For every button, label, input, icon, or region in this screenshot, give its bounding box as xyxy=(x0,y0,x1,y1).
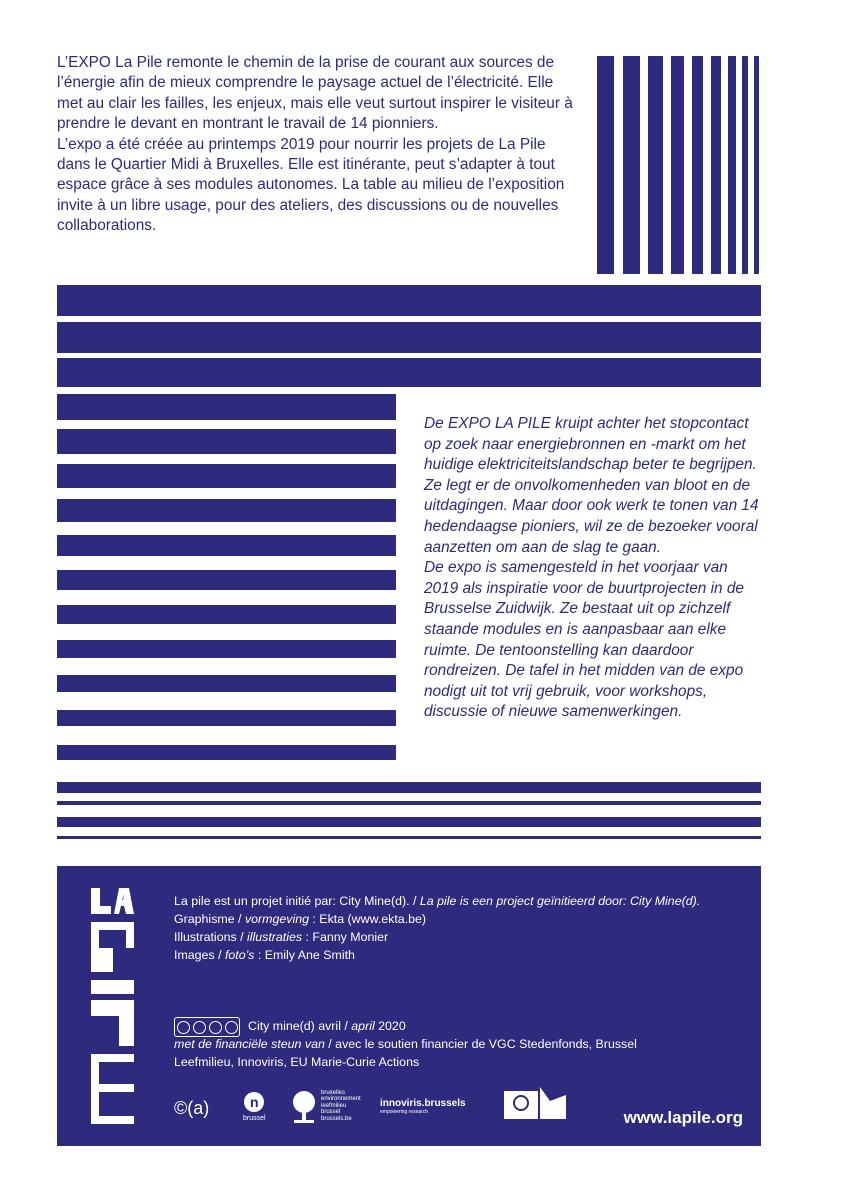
horizontal-stripe xyxy=(57,817,761,827)
horizontal-stripe xyxy=(57,675,396,692)
french-text xyxy=(57,53,579,237)
vertical-stripe xyxy=(648,56,663,274)
ca-logo-icon: ©(a) xyxy=(174,1098,210,1118)
horizontal-stripe xyxy=(57,358,761,387)
dutch-paragraph-1: De EXPO LA PILE kruipt achter het stopcontact op zoek naar energiebronnen en -markt om het huidige elektriciteitslandschap beter te begrijpen. Ze legt er de onvolkomenheden van bloot en de uitdagingen. Maar door ook werk te tonen van 14 hedendaagse pioniers, wil ze de bezoeker vooral aanzetten om aan de slag te gaan. xyxy=(424,415,759,556)
french-paragraph-2: L’expo a été créée au printemps 2019 pour nourrir les projets de La Pile dans le Quartier Midi à Bruxelles. Elle est itinérante, peut s’adapter à tout espace grâce à ses modules autonomes. La table au milieu de l’exposition invite à un libre usage, pour des ateliers, des discussions ou de nouvelles collaborations. xyxy=(57,135,565,235)
innoviris-logo-icon: innoviris.brussels empowering research xyxy=(380,1098,466,1115)
dutch-paragraph-2: De expo is samengesteld in het voorjaar van 2019 als inspiratie voor de buurtprojecten in de Brusselse Zuidwijk. Ze bestaat uit op zichzelf staande modules en is aanpasbaar aan elke ruimte. De tentoonstelling kan daardoor rondreizen. De tafel in het midden van de expo nodigt uit tot vrij gebruik, voor workshops, discussie of nieuwe samenwerkingen. xyxy=(424,559,744,721)
funding-line: met de financiële steun van / avec le soutien financier de VGC Stedenfonds, Brussel xyxy=(174,1037,637,1051)
vertical-stripe xyxy=(728,56,736,274)
vertical-stripe xyxy=(711,56,721,274)
horizontal-stripe xyxy=(57,570,396,590)
license-and-funding xyxy=(174,1017,637,1071)
footer xyxy=(57,866,761,1146)
horizontal-stripe xyxy=(57,605,396,624)
vertical-stripe xyxy=(597,56,614,274)
horizontal-stripe xyxy=(57,429,396,454)
horizontal-stripe xyxy=(57,801,761,805)
credits xyxy=(174,892,700,964)
horizontal-stripe xyxy=(57,745,396,760)
credit-images: Images / foto’s : Emily Ane Smith xyxy=(174,948,355,962)
dutch-text xyxy=(424,414,764,723)
funding-line-2: Leefmilieu, Innoviris, EU Marie-Curie Actions xyxy=(174,1055,420,1069)
horizontal-stripe xyxy=(57,782,761,793)
horizontal-stripe xyxy=(57,710,396,726)
credit-graphics: Graphisme / vormgeving : Ekta (www.ekta.be) xyxy=(174,912,427,926)
n-brussel-logo-icon: n brussel xyxy=(243,1094,266,1122)
horizontal-stripe xyxy=(57,836,761,839)
credit-illustrations: Illustrations / illustraties : Fanny Monier xyxy=(174,930,389,944)
horizontal-stripe xyxy=(57,322,761,353)
la-pile-logo xyxy=(87,886,137,1126)
vertical-stripe xyxy=(692,56,703,274)
license-line: City mine(d) avril / april 2020 xyxy=(248,1019,406,1033)
horizontal-stripe xyxy=(57,464,396,488)
french-paragraph-1: L’EXPO La Pile remonte le chemin de la prise de courant aux sources de l’énergie afin de mieux comprendre le paysage actuel de l’électricité. Elle met au clair les failles, les enjeux, mais elle veut surtout inspirer le visiteur à prendre le devant en montrant le travail de 14 pionniers. xyxy=(57,54,573,133)
website-link[interactable]: www.lapile.org xyxy=(623,1108,743,1127)
horizontal-stripe xyxy=(57,394,396,420)
horizontal-stripe xyxy=(57,535,396,556)
vertical-stripe xyxy=(754,56,759,274)
horizontal-stripe xyxy=(57,499,396,522)
horizontal-stripe xyxy=(57,285,761,316)
eu-marie-curie-logo-icon: Marie Curie xyxy=(504,1085,566,1129)
vertical-stripe xyxy=(671,56,684,274)
credit-project: La pile est un projet initié par: City Mine(d). / La pile is een project geïnitieerd door: City Mine(d). xyxy=(174,894,701,908)
vertical-stripe xyxy=(623,56,640,274)
leefmilieu-logo-icon: bruxelles environnement leefmilieu brussel brussels.be xyxy=(290,1090,361,1124)
horizontal-stripe xyxy=(57,640,396,658)
vertical-stripe xyxy=(742,56,748,274)
